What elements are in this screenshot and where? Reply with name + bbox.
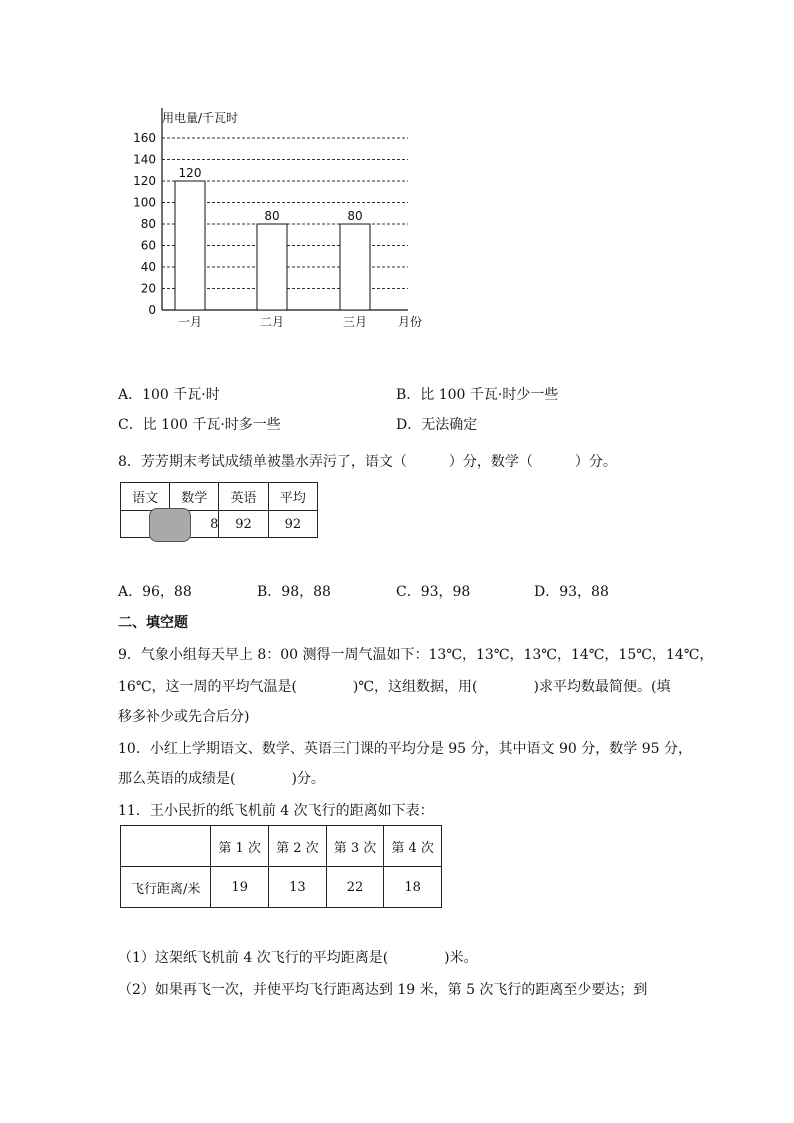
bar: [257, 224, 287, 310]
x-tick-label: 三月: [342, 315, 368, 329]
flight-value-1: 19: [211, 867, 269, 908]
section-title: 二、填空题: [118, 615, 188, 631]
q8-option-b: B．98，88: [257, 584, 331, 600]
header-flight-2: 第 2 次: [269, 826, 327, 867]
header-chinese: 语文: [121, 483, 170, 511]
y-tick-label: 140: [133, 152, 156, 167]
q8-option-c: C．93，98: [396, 584, 471, 600]
header-flight-1: 第 1 次: [211, 826, 269, 867]
bar: [175, 181, 205, 310]
q8-option-d: D．93，88: [534, 584, 609, 600]
option-c: C．比 100 千瓦·时多一些: [118, 417, 281, 433]
header-flight-4: 第 4 次: [384, 826, 442, 867]
data-label: 80: [347, 209, 363, 223]
header-flight-3: 第 3 次: [326, 826, 384, 867]
question-8: 8．芳芳期末考试成绩单被墨水弄污了，语文（ ）分，数学（ ）分。: [118, 454, 617, 470]
question-11: 11．王小民折的纸飞机前 4 次飞行的距离如下表：: [118, 803, 434, 819]
header-english: 英语: [219, 483, 268, 511]
y-tick-label: 40: [140, 260, 156, 274]
question-11-sub1: （1）这架纸飞机前 4 次飞行的平均距离是( )米。: [118, 950, 478, 966]
header-math: 数学: [170, 483, 219, 511]
y-tick-label: 60: [140, 238, 156, 253]
ink-blot: [149, 508, 191, 542]
header-average: 平均: [268, 483, 317, 511]
x-tick-label: 一月: [177, 315, 203, 329]
cell-english: 92: [219, 511, 268, 538]
y-tick-label: 100: [133, 195, 156, 210]
question-9-line3: 移多补少或先合后分): [118, 709, 250, 725]
flight-table: [120, 825, 442, 908]
question-10-line1: 10．小红上学期语文、数学、英语三门课的平均分是 95 分，其中语文 90 分，数学 95 分，: [118, 741, 692, 757]
option-d: D．无法确定: [396, 417, 478, 433]
cell-math: 8: [170, 511, 219, 538]
question-11-sub2: （2）如果再飞一次，并使平均飞行距离达到 19 米，第 5 次飞行的距离至少要达；到: [118, 982, 648, 998]
question-10-line2: 那么英语的成绩是( )分。: [118, 771, 325, 787]
row-label-distance: 飞行距离/米: [121, 867, 211, 908]
flight-value-2: 13: [269, 867, 327, 908]
y-tick-label: 80: [140, 217, 156, 231]
y-tick-label: 20: [140, 281, 156, 296]
question-9-line1: 9．气象小组每天早上 8：00 测得一周气温如下：13℃，13℃，13℃，14℃，15℃，14℃，: [118, 647, 714, 663]
option-b: B．比 100 千瓦·时少一些: [396, 387, 559, 403]
question-9-line2: 16℃，这一周的平均气温是( )℃，这组数据，用( )求平均数最简便。(填: [118, 679, 671, 695]
flight-value-4: 18: [384, 867, 442, 908]
data-label: 80: [264, 209, 280, 223]
electricity-bar-chart: [110, 100, 440, 340]
y-axis-label: 用电量/千瓦时: [162, 111, 239, 125]
q8-option-a: A．96，88: [118, 584, 192, 600]
y-tick-label: 0: [148, 303, 156, 317]
y-tick-label: 160: [133, 131, 156, 145]
x-tick-label: 二月: [259, 315, 285, 329]
flight-corner-cell: [121, 826, 211, 867]
x-axis-label: 月份: [397, 315, 423, 329]
flight-value-3: 22: [326, 867, 384, 908]
y-tick-label: 120: [133, 174, 156, 188]
bar: [340, 224, 370, 310]
cell-average: 92: [268, 511, 317, 538]
option-a: A．100 千瓦·时: [118, 387, 220, 403]
data-label: 120: [178, 166, 202, 180]
